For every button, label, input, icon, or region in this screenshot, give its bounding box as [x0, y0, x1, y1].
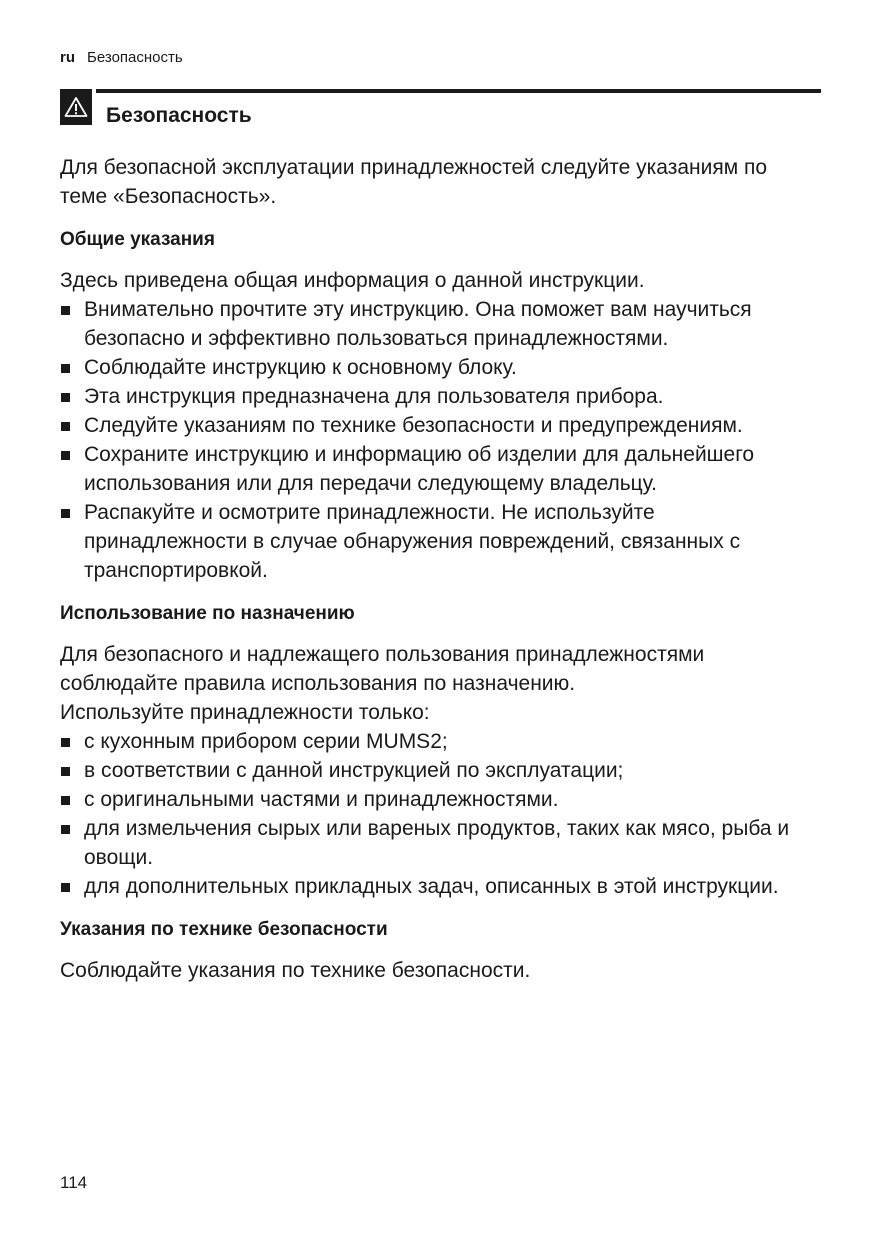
section-title: Безопасность [106, 104, 252, 127]
general-list [60, 295, 820, 585]
safety-notes-text: Соблюдайте указания по технике безопасности. [60, 959, 531, 982]
language-code: ru [60, 49, 75, 66]
list-item: Распакуйте и осмотрите принадлежности. Не используйте принадлежности в случае обнаружения повреждений, связанных с транспортировкой. [60, 498, 820, 585]
list-item: для дополнительных прикладных задач, описанных в этой инструкции. [60, 872, 820, 901]
warning-triangle-shape [64, 96, 88, 118]
general-heading: Общие указания [60, 229, 215, 250]
intended-use-list [60, 727, 820, 901]
section-rule [96, 89, 821, 93]
warning-triangle-icon [60, 89, 92, 125]
list-item: для измельчения сырых или вареных продуктов, таких как мясо, рыба и овощи. [60, 814, 820, 872]
list-item: с кухонным прибором серии MUMS2; [60, 727, 820, 756]
list-item: Соблюдайте инструкцию к основному блоку. [60, 353, 820, 382]
intended-use-heading: Использование по назначению [60, 603, 355, 624]
general-lead: Здесь приведена общая информация о данной инструкции. [60, 269, 645, 292]
list-item: Эта инструкция предназначена для пользователя прибора. [60, 382, 820, 411]
list-item: Сохраните инструкцию и информацию об изделии для дальнейшего использования или для передачи следующему владельцу. [60, 440, 820, 498]
list-item: в соответствии с данной инструкцией по эксплуатации; [60, 756, 820, 785]
intended-use-lead: Для безопасного и надлежащего пользования принадлежностями соблюдайте правила использования по назначению. [60, 643, 705, 695]
page-content [60, 153, 820, 985]
list-item: Внимательно прочтите эту инструкцию. Она поможет вам научиться безопасно и эффективно пользоваться принадлежностями. [60, 295, 820, 353]
safety-intro: Для безопасной эксплуатации принадлежностей следуйте указаниям по теме «Безопасность». [60, 156, 768, 208]
intended-use-lead-2: Используйте принадлежности только: [60, 701, 430, 724]
safety-notes-heading: Указания по технике безопасности [60, 919, 388, 940]
running-header [60, 48, 183, 68]
list-item: с оригинальными частями и принадлежностями. [60, 785, 820, 814]
list-item: Следуйте указаниям по технике безопасности и предупреждениям. [60, 411, 820, 440]
running-header-section: Безопасность [87, 49, 183, 66]
page-number: 114 [60, 1173, 88, 1192]
